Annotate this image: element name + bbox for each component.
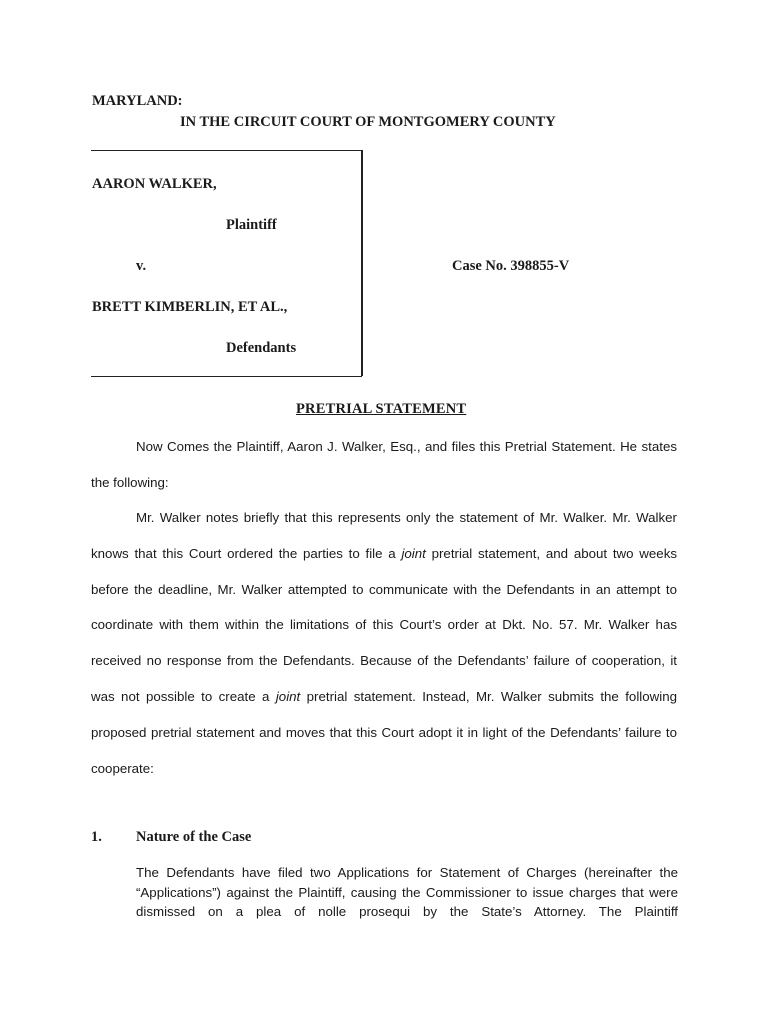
defendant-role: Defendants [226,340,297,356]
explanation-paragraph [91,500,677,786]
case-number: Case No. 398855-V [452,258,570,274]
versus-label: v. [136,258,147,274]
caption-bottom-rule [91,376,362,377]
section-paragraph: The Defendants have filed two Applications for Statement of Charges (hereinafter the “Applications”) against the Plaintiff, causing the Commissioner to issue charges that were dismissed on a plea of nolle prosequi by the State’s Attorney. The Plaintiff [136,865,678,919]
caption-vertical-rule [361,150,363,376]
court-name: IN THE CIRCUIT COURT OF MONTGOMERY COUNTY [180,114,556,130]
caption-top-rule [91,150,362,151]
document-title: PRETRIAL STATEMENT [296,401,467,417]
section-heading: Nature of the Case [136,829,252,845]
section-number: 1. [91,829,102,845]
intro-paragraph: Now Comes the Plaintiff, Aaron J. Walker, Esq., and files this Pretrial Statement. He states the following: [91,439,677,490]
emphasis-joint: joint [275,688,301,704]
paragraph-text: Mr. Walker notes briefly that this represents only the statement of Mr. Walker. Mr. Walker knows that this Court ordered the parties to file a [91,510,677,561]
paragraph-text: pretrial statement, and about two weeks before the deadline, Mr. Walker attempted to communicate with the Defendants in an attempt to coordinate with them within the limitations of this Court’s order at Dkt. No. 57. Mr. Walker has received no response from the Defendants. Because of the Defendants’ failure of cooperation, it was not possible to create a [91,545,677,704]
plaintiff-role: Plaintiff [226,217,277,233]
paragraph-text: pretrial statement. Instead, Mr. Walker submits the following proposed pretrial statement and moves that this Court adopt it in light of the Defendants’ failure to cooperate: [91,688,677,776]
emphasis-joint: joint [401,545,426,561]
jurisdiction-state: MARYLAND: [92,93,183,109]
plaintiff-name: AARON WALKER, [92,176,217,192]
defendant-name: BRETT KIMBERLIN, ET AL., [92,299,288,315]
